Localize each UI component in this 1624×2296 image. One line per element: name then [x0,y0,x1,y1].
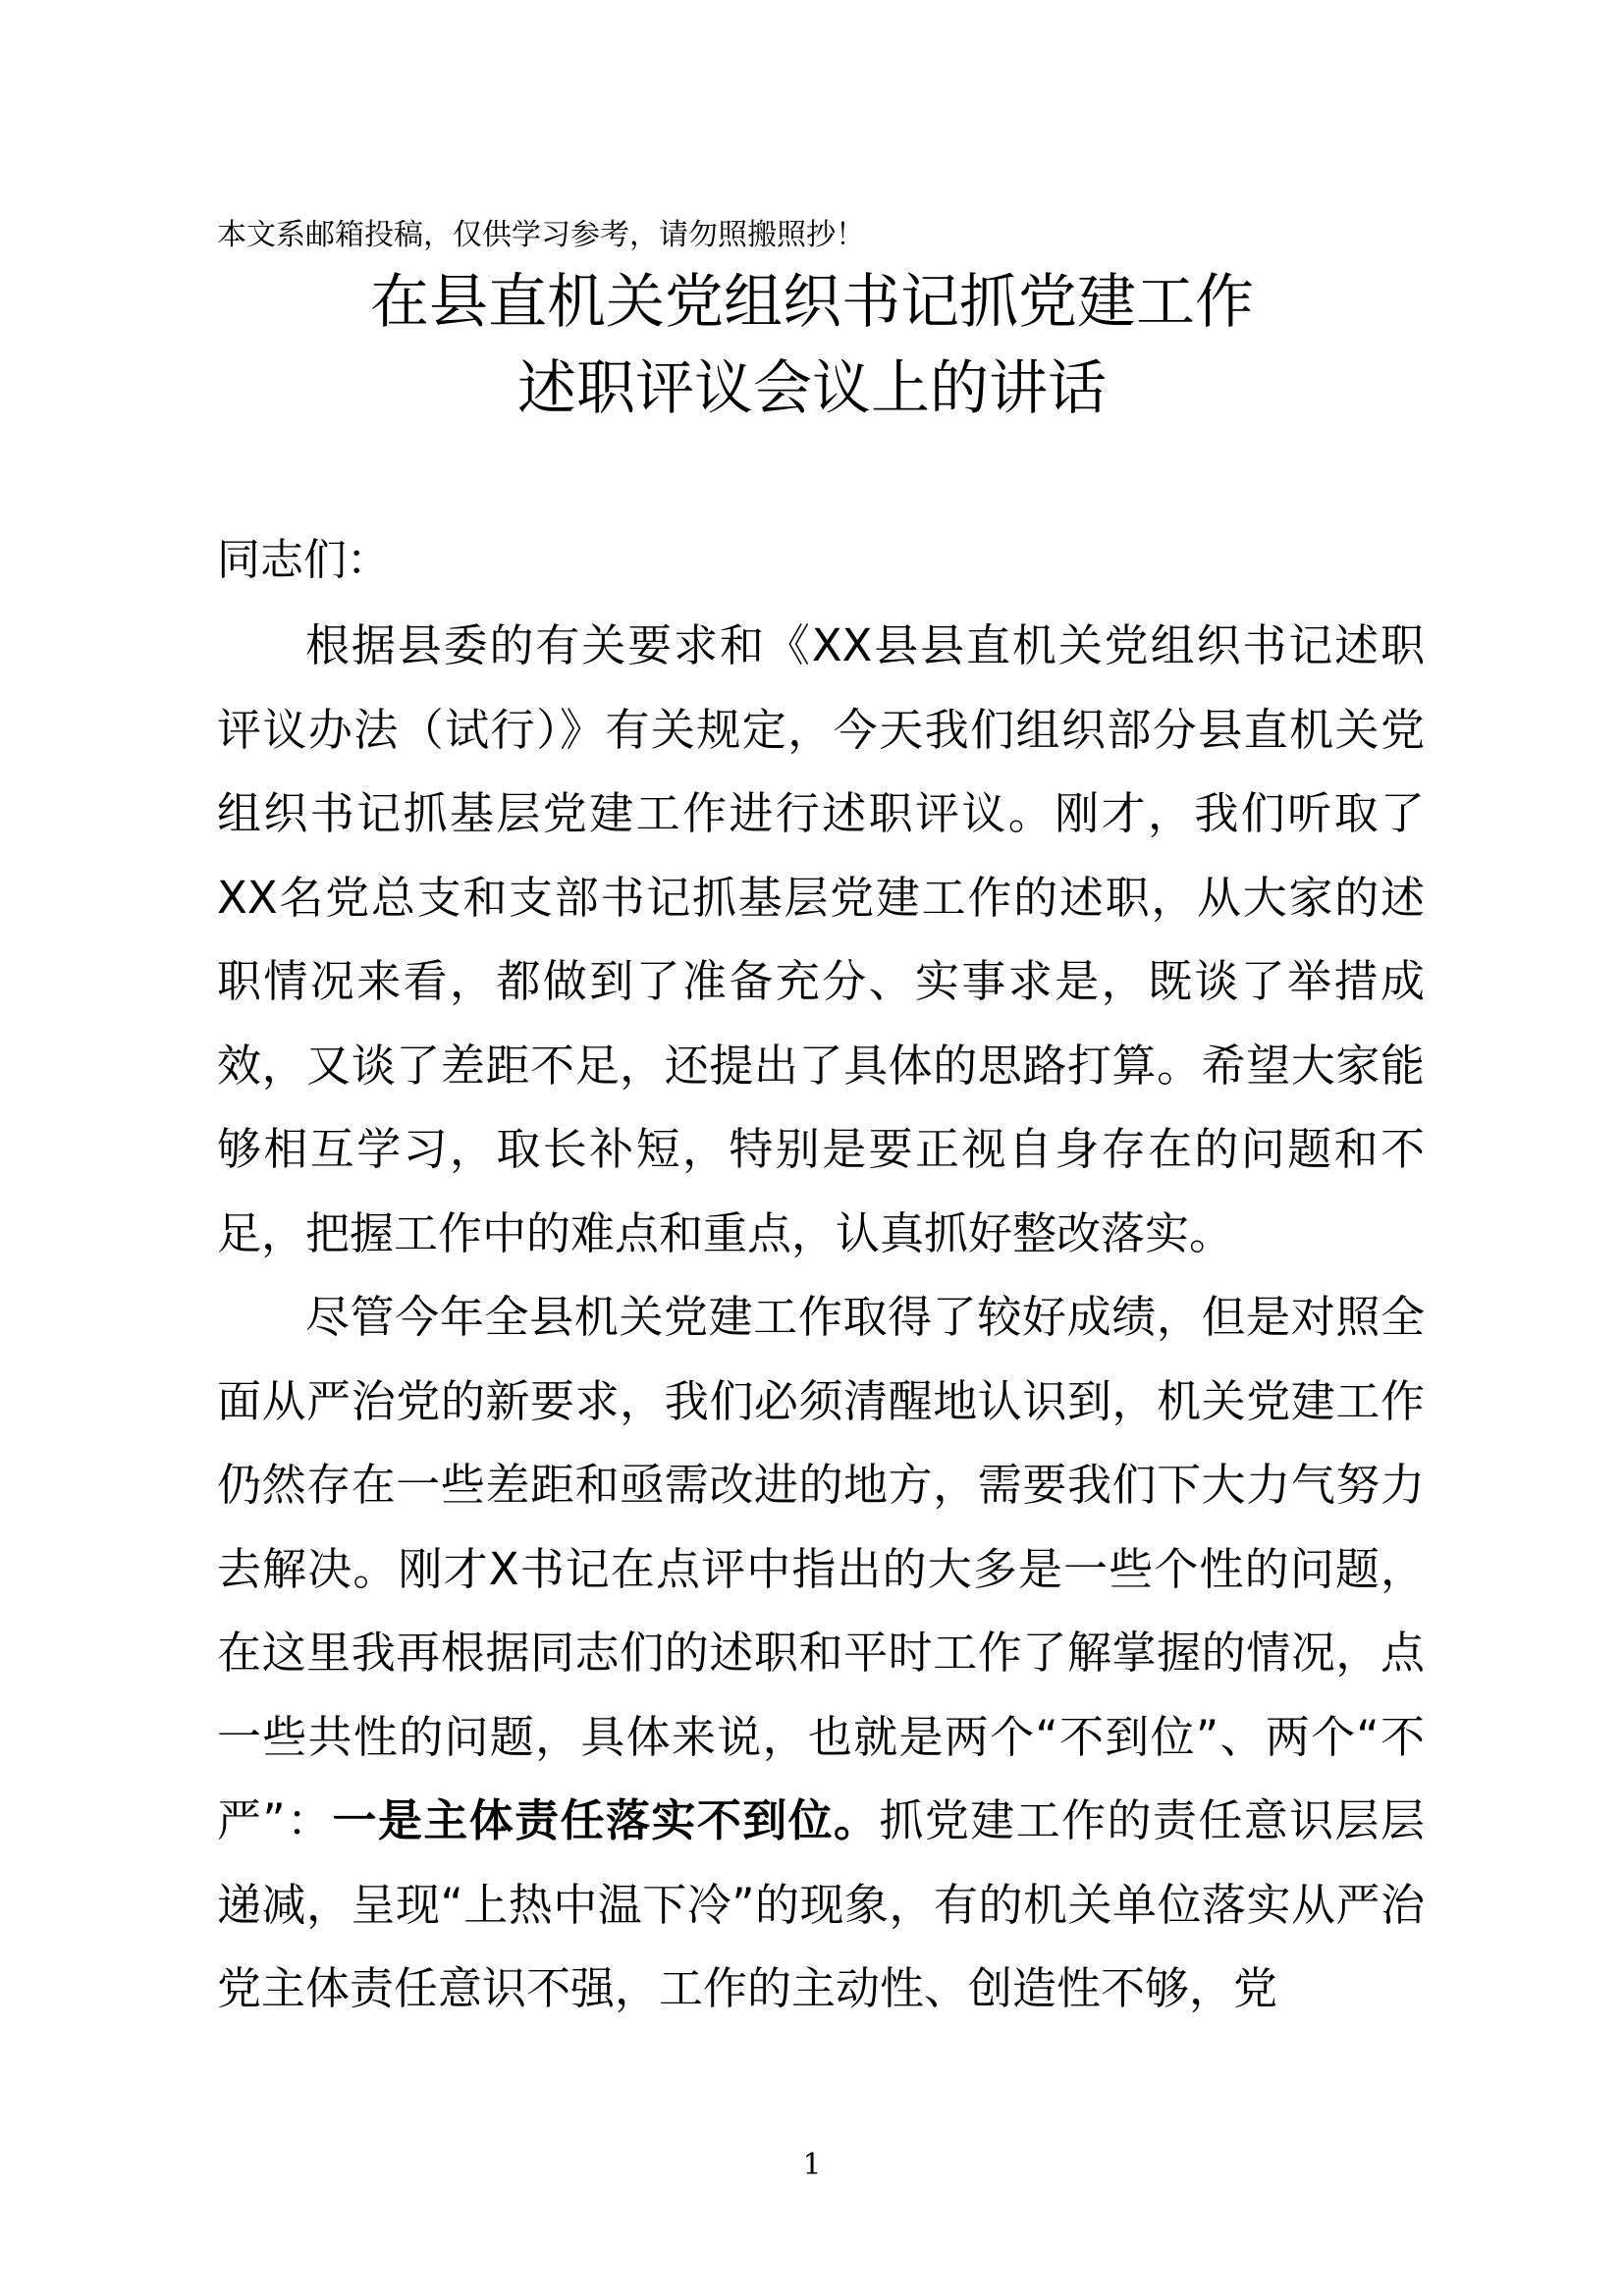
document-title-line-1: 在县直机关党组织书记抓党建工作 [370,268,1254,337]
paragraph-2-bold-heading: 一是主体责任落实不到位。 [332,1794,880,1846]
document-title-line-2: 述职评议会议上的讲话 [517,354,1107,423]
body-paragraph-1: 根据县委的有关要求和《XX县县直机关党组织书记述职评议办法（试行）》有关规定，今天我们组织部分县直机关党组织书记抓基层党建工作进行述职评议。刚才，我们听取了XX名党总支和支部书记抓基层党建工作的述职，从大家的述职情况来看，都做到了准备充分、实事求是，既谈了举措成效，又谈了差距不足，还提出了具体的思路打算。希望大家能够相互学习，取长补短，特别是要正视自身存在的问题和不足，把握工作中的难点和重点，认真抓好整改落实。 [217,619,1425,1259]
page-number: 1 [802,2148,822,2182]
salutation: 同志们： [217,535,390,585]
disclaimer-note: 本文系邮箱投稿，仅供学习参考，请勿照搬照抄！ [217,218,865,252]
body-paragraph-2 [217,1275,1425,2031]
paragraph-2-text-continued: 抓党建工作的责任意识层层递减，呈现“上热中温下冷”的现象，有的机关单位落实从严治党主体责任意识不强，工作的主动性、创造性不够，党 [217,1794,1425,2014]
paragraph-2-text: 尽管今年全县机关党建工作取得了较好成绩，但是对照全面从严治党的新要求，我们必须清醒地认识到，机关党建工作仍然存在一些差距和亟需改进的地方，需要我们下大力气努力去解决。刚才X书记在点评中指出的大多是一些个性的问题，在这里我再根据同志们的述职和平时工作了解掌握的情况，点一些共性的问题，具体来说，也就是两个“不到位”、两个“不严”： [217,1291,1425,1846]
